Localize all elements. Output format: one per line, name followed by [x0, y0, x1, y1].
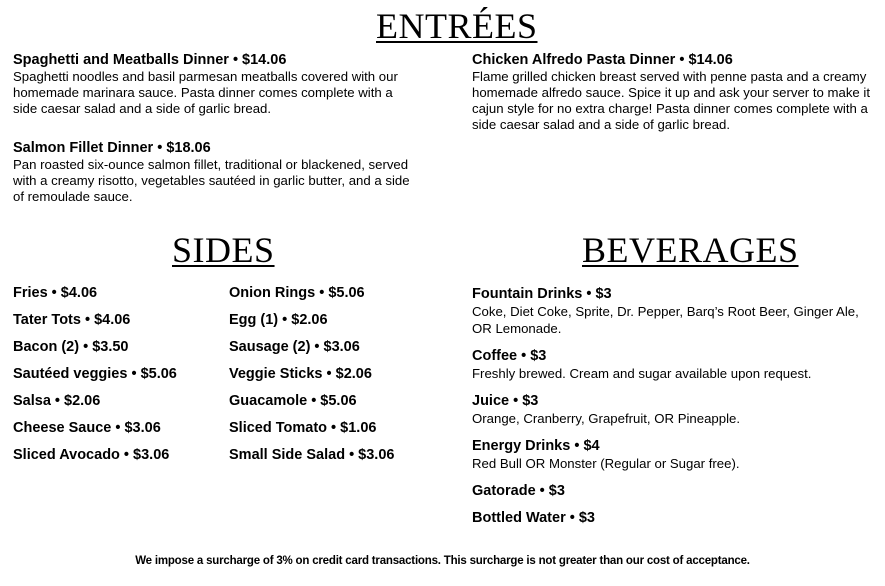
side-item: Veggie Sticks • $2.06 — [229, 366, 372, 382]
side-item: Sliced Avocado • $3.06 — [13, 447, 170, 463]
beverage-fountain-drinks — [472, 285, 877, 337]
side-item: Sautéed veggies • $5.06 — [13, 366, 177, 382]
menu-item-name: Chicken Alfredo Pasta Dinner • $14.06 — [472, 52, 733, 68]
beverage-description: Red Bull OR Monster (Regular or Sugar free). — [472, 456, 740, 471]
beverage-energy-drinks — [472, 437, 877, 472]
side-item: Sausage (2) • $3.06 — [229, 339, 360, 355]
surcharge-notice: We impose a surcharge of 3% on credit card transactions. This surcharge is not greater than our cost of acceptance. — [135, 555, 750, 567]
beverage-name: Energy Drinks • $4 — [472, 438, 600, 454]
beverage-name: Fountain Drinks • $3 — [472, 286, 612, 302]
side-item: Bacon (2) • $3.50 — [13, 339, 129, 355]
beverage-bottled-water — [472, 509, 877, 527]
menu-item-name: Spaghetti and Meatballs Dinner • $14.06 — [13, 52, 287, 68]
beverage-name: Gatorade • $3 — [472, 483, 565, 499]
side-item: Tater Tots • $4.06 — [13, 312, 131, 328]
beverage-gatorade — [472, 482, 877, 500]
menu-item-salmon-fillet — [13, 139, 423, 205]
beverage-description: Orange, Cranberry, Grapefruit, OR Pineapple. — [472, 411, 741, 426]
menu-item-spaghetti-meatballs — [13, 51, 413, 117]
sides-heading: SIDES — [172, 230, 275, 270]
side-item: Small Side Salad • $3.06 — [229, 447, 395, 463]
menu-item-description: Spaghetti noodles and basil parmesan meatballs covered with our homemade marinara sauce. Pasta dinner comes complete with a side caesar salad and a side of garlic bread. — [13, 69, 398, 116]
menu-item-description: Pan roasted six-ounce salmon fillet, traditional or blackened, served with a creamy risotto, vegetables sautéed in garlic butter, and a side of remoulade sauce. — [13, 157, 410, 204]
beverage-name: Juice • $3 — [472, 393, 539, 409]
menu-item-chicken-alfredo — [472, 51, 877, 133]
side-item: Salsa • $2.06 — [13, 393, 101, 409]
sides-column-right — [229, 284, 394, 473]
beverages-heading: BEVERAGES — [582, 230, 799, 270]
menu-item-description: Flame grilled chicken breast served with penne pasta and a creamy homemade alfredo sauce. Spice it up and ask your server to make it cajun style for no extra charge! Pasta dinner comes complete with a side caesar salad and a side of garlic bread. — [472, 69, 871, 132]
side-item: Cheese Sauce • $3.06 — [13, 420, 161, 436]
entrees-heading: ENTRÉES — [376, 6, 538, 46]
side-item: Fries • $4.06 — [13, 285, 98, 301]
side-item: Onion Rings • $5.06 — [229, 285, 365, 301]
menu-item-name: Salmon Fillet Dinner • $18.06 — [13, 140, 211, 156]
beverage-name: Bottled Water • $3 — [472, 510, 595, 526]
side-item: Sliced Tomato • $1.06 — [229, 420, 377, 436]
beverage-coffee — [472, 347, 877, 382]
beverage-description: Coke, Diet Coke, Sprite, Dr. Pepper, Barq’s Root Beer, Ginger Ale, OR Lemonade. — [472, 304, 859, 336]
side-item: Guacamole • $5.06 — [229, 393, 357, 409]
sides-column-left — [13, 284, 177, 473]
beverage-name: Coffee • $3 — [472, 348, 547, 364]
beverage-description: Freshly brewed. Cream and sugar available upon request. — [472, 366, 812, 381]
beverage-juice — [472, 392, 877, 427]
side-item: Egg (1) • $2.06 — [229, 312, 328, 328]
